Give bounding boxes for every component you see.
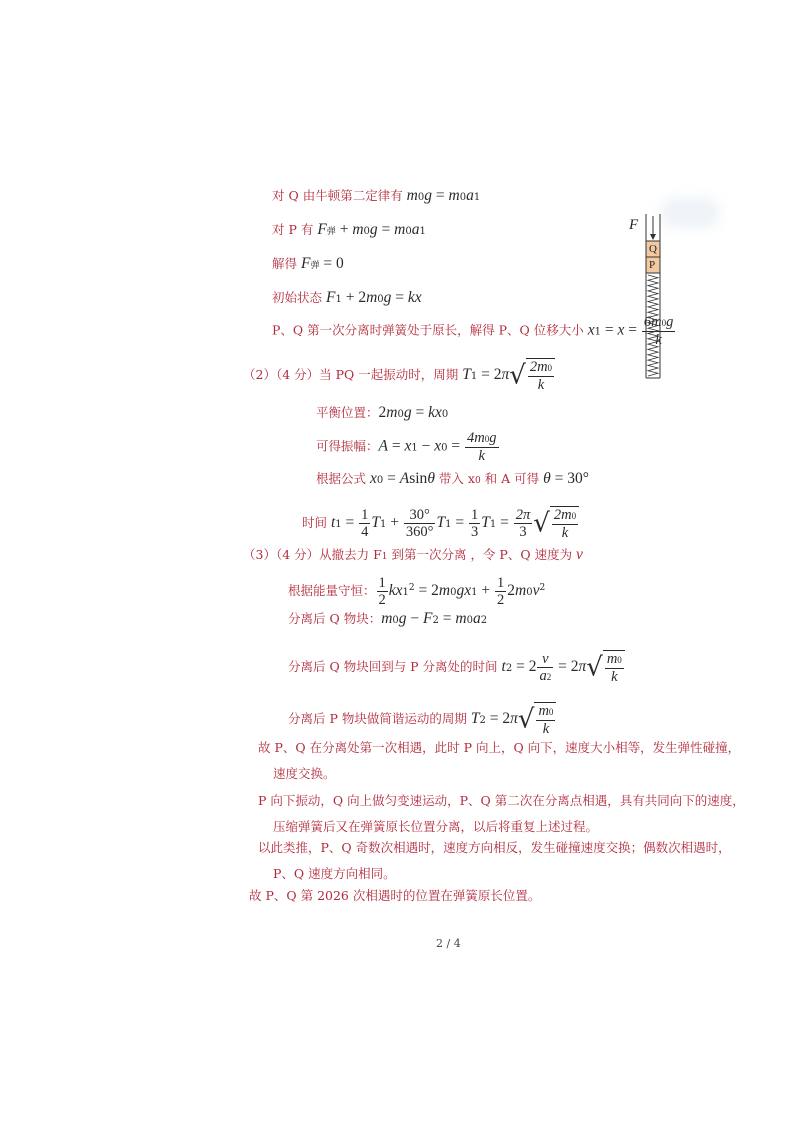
text: 根据能量守恒： [288, 583, 376, 598]
text: （2）（4 分）当 PQ 一起振动时，周期 [243, 367, 463, 382]
part3-energy: 根据能量守恒： $\frac{1}{2}$ $kx1^2 = 2m0gx1$ + $\frac{1}{2}$ $2m0v^2$ [288, 575, 546, 608]
spring-diagram-svg [627, 212, 683, 382]
part2-amplitude: 可得振幅：A = x1 − x0 = $\frac{4m0g}{k}$ [316, 430, 497, 464]
text: 带入 x [434, 471, 475, 486]
text: 可得振幅： [316, 438, 379, 454]
conclusion-1: 故 P、Q 在分离处第一次相遇，此时 P 向上，Q 向下，速度大小相等，发生弹性碰撞， [258, 740, 741, 755]
part3-intro: （3）（4 分）从撤去力 F1 到第一次分离 ，令 P、Q 速度为 v [243, 546, 583, 563]
block-p-label: P [649, 259, 656, 271]
conclusion-3b: P、Q 速度方向相同。 [273, 866, 396, 881]
text: 平衡位置： [316, 405, 379, 420]
line-initial: 初始状态 F1 + 2m0g = kx [272, 289, 422, 306]
conclusion-2b: 压缩弹簧后又在弹簧原长位置分离，以后将重复上述过程。 [273, 819, 599, 834]
conclusion-3: 以此类推，P、Q 奇数次相遇时，速度方向相反，发生碰撞速度交换；偶数次相遇时， [258, 840, 731, 855]
line-p-force: 对 P 有 F弹 + m0g = m0a1 [272, 221, 426, 238]
text: 和 A 可得 [480, 471, 544, 486]
text: 分离后 Q 物块回到与 P 分离处的时间 [288, 659, 502, 674]
part2-time: 时间 t1 = $\frac{1}{4}$ T1 + $\frac{30^\circ}{360^\circ}$ T1 = $\frac{1}{3}$ T1 = $\frac{2\pi}{3}$ √ $\frac{2m0}{k}$ [302, 506, 579, 541]
text: 时间 [302, 515, 331, 530]
block-q-label: Q [649, 243, 657, 255]
spring-diagram [627, 212, 683, 382]
part2-period: （2）（4 分）当 PQ 一起振动时，周期 T1 = 2π√ $\frac{2m0}{k}$ [243, 358, 555, 393]
text: 对 Q 由牛顿第二定律有 [272, 188, 407, 203]
spring [648, 275, 658, 376]
part3-q-block: 分离后 Q 物块：m0g − F2 = m0a2 [288, 610, 488, 627]
text: 根据公式 [316, 471, 370, 486]
text: （3）（4 分）从撤去力 F [243, 547, 382, 562]
text: 分离后 P 物块做简谐运动的周期 [288, 711, 471, 726]
text: 到第一次分离 ，令 P、Q 速度为 [387, 547, 577, 562]
text: 解得 [272, 256, 301, 271]
line-q-newton: 对 Q 由牛顿第二定律有 m0g = m0a1 [272, 187, 481, 204]
force-label: F [629, 217, 639, 233]
conclusion-1b: 速度交换。 [273, 766, 336, 781]
text: P、Q 第一次分离时弹簧处于原长，解得 P、Q 位移大小 [272, 322, 588, 338]
text: 分离后 Q 物块： [288, 611, 382, 626]
part3-p-period: 分离后 P 物块做简谐运动的周期 T2 = 2π√ $\frac{m0}{k}$ [288, 702, 556, 737]
text: 对 P 有 [272, 222, 318, 237]
line-solve: 解得 F弹 = 0 [272, 255, 344, 272]
text: 初始状态 [272, 290, 326, 305]
part2-formula: 根据公式 x0 = Asinθ 带入 x0 和 A 可得 θ = 30° [316, 470, 589, 487]
part3-return-time: 分离后 Q 物块回到与 P 分离处的时间 t2 = 2 $\frac{v}{a2}$ = 2π√ $\frac{m0}{k}$ [288, 650, 625, 685]
conclusion-4: 故 P、Q 第 2026 次相遇时的位置在弹簧原长位置。 [249, 888, 541, 903]
page-number: 2 / 4 [436, 937, 461, 950]
conclusion-2: P 向下振动，Q 向上做匀变速运动，P、Q 第二次在分离点相遇，具有共同向下的速度， [258, 793, 745, 808]
line-separation: P、Q 第一次分离时弹簧处于原长，解得 P、Q 位移大小 x1 = x = $\frac{6m0g}{k}$ [272, 314, 674, 348]
part2-equilibrium: 平衡位置：2m0g = kx0 [316, 404, 449, 421]
